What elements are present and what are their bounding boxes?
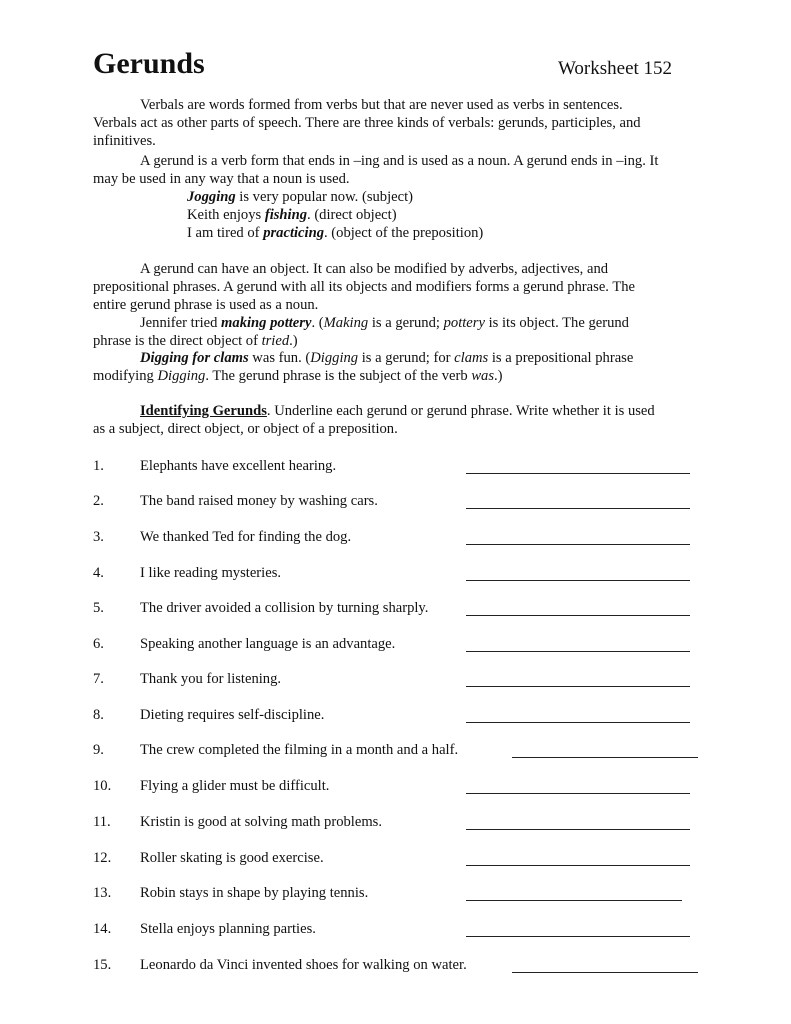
p5-clams: clams [454,350,489,366]
p4-pre: Jennifer tried [140,315,222,331]
example-3-pre: I am tired of [187,225,264,241]
p4-a: . ( [311,315,324,331]
item-sentence: The driver avoided a collision by turning sharply. [140,600,429,616]
item-sentence: We thanked Ted for finding the dog. [140,529,352,545]
answer-blank[interactable] [466,580,690,581]
p5-line2-end: .) [494,368,503,384]
item-number: 8. [93,707,104,723]
item-sentence: Flying a glider must be difficult. [140,778,330,794]
answer-blank[interactable] [466,865,690,866]
answer-blank[interactable] [466,686,690,687]
item-sentence: The crew completed the filming in a month and a half. [140,742,459,758]
item-sentence: Leonardo da Vinci invented shoes for walking on water. [140,957,467,973]
intro-p4-line2 [93,333,298,351]
answer-blank[interactable] [512,757,698,758]
example-2-pre: Keith enjoys [187,207,265,223]
item-number: 12. [93,850,112,866]
answer-blank[interactable] [466,829,690,830]
intro-p1-line2: Verbals act as other parts of speech. There are three kinds of verbals: gerunds, participles, and [93,115,641,131]
intro-p1-line3: infinitives. [93,133,156,149]
item-number: 6. [93,636,104,652]
page-title: Gerunds [93,47,205,80]
item-number: 4. [93,565,104,581]
intro-p3-line1: A gerund can have an object. It can also be modified by adverbs, adjectives, and [140,261,609,277]
intro-p2-line2: may be used in any way that a noun is used. [93,171,350,187]
answer-blank[interactable] [466,900,682,901]
item-number: 9. [93,742,104,758]
item-number: 13. [93,885,112,901]
answer-blank[interactable] [466,615,690,616]
item-sentence: Stella enjoys planning parties. [140,921,316,937]
item-number: 1. [93,458,104,474]
p4-b: is a gerund; [368,315,444,331]
example-1-gerund: Jogging [187,189,236,205]
item-number: 11. [93,814,111,830]
intro-p3-line3: entire gerund phrase is used as a noun. [93,297,319,313]
item-sentence: Robin stays in shape by playing tennis. [140,885,369,901]
example-2-rest: . (direct object) [307,207,397,223]
answer-blank[interactable] [512,972,698,973]
p5-line2-pre: modifying [93,368,158,384]
answer-blank[interactable] [466,722,690,723]
example-3-rest: . (object of the preposition) [324,225,484,241]
item-sentence: Speaking another language is an advantage. [140,636,396,652]
answer-blank[interactable] [466,936,690,937]
answer-blank[interactable] [466,544,690,545]
p5-digging: Digging [310,350,359,366]
p4-c: is its object. The gerund [484,315,629,331]
p5-line2-mid: . The gerund phrase is the subject of the verb [205,368,472,384]
item-sentence: Elephants have excellent hearing. [140,458,337,474]
item-number: 7. [93,671,104,687]
intro-p5-line1 [140,350,633,368]
p5-digging2: Digging [157,368,206,384]
item-sentence: The band raised money by washing cars. [140,493,378,509]
answer-blank[interactable] [466,473,690,474]
example-3 [187,225,483,243]
p4-making: Making [323,315,369,331]
intro-p1-line1: Verbals are words formed from verbs but that are never used as verbs in sentences. [140,97,623,113]
instructions-text-1: . Underline each gerund or gerund phrase. Write whether it is used [266,403,655,419]
p5-c: is a prepositional phrase [488,350,634,366]
intro-p3-line2: prepositional phrases. A gerund with all its objects and modifiers forms a gerund phrase. The [93,279,636,295]
item-sentence: Roller skating is good exercise. [140,850,324,866]
item-sentence: Dieting requires self-discipline. [140,707,325,723]
intro-p4-line1 [140,315,629,333]
example-2 [187,207,397,225]
answer-blank[interactable] [466,508,690,509]
p4-gerund-phrase: making pottery [221,315,312,331]
p4-pottery: pottery [443,315,485,331]
example-1 [187,189,413,207]
instructions-heading: Identifying Gerunds [140,403,267,419]
worksheet-number: Worksheet 152 [558,58,673,79]
instructions-line2: as a subject, direct object, or object of a preposition. [93,421,398,437]
answer-blank[interactable] [466,651,690,652]
example-1-rest: is very popular now. (subject) [235,189,414,205]
p4-line2-pre: phrase is the direct object of [93,333,262,349]
answer-blank[interactable] [466,793,690,794]
p5-gerund-phrase: Digging for clams [140,350,249,366]
item-sentence: Kristin is good at solving math problems. [140,814,383,830]
item-number: 5. [93,600,104,616]
item-number: 10. [93,778,112,794]
item-number: 3. [93,529,104,545]
p5-a: was fun. ( [248,350,311,366]
item-sentence: Thank you for listening. [140,671,282,687]
p5-was: was [471,368,495,384]
example-2-gerund: fishing [264,207,308,223]
instructions-line1 [140,403,655,421]
p4-tried: tried [261,333,290,349]
example-3-gerund: practicing [263,225,324,241]
item-number: 15. [93,957,112,973]
p4-line2-end: .) [289,333,298,349]
item-sentence: I like reading mysteries. [140,565,282,581]
intro-p2-line1: A gerund is a verb form that ends in –ing and is used as a noun. A gerund ends in –ing. It [140,153,659,169]
intro-p5-line2 [93,368,503,386]
item-number: 14. [93,921,112,937]
p5-b: is a gerund; for [358,350,455,366]
item-number: 2. [93,493,104,509]
